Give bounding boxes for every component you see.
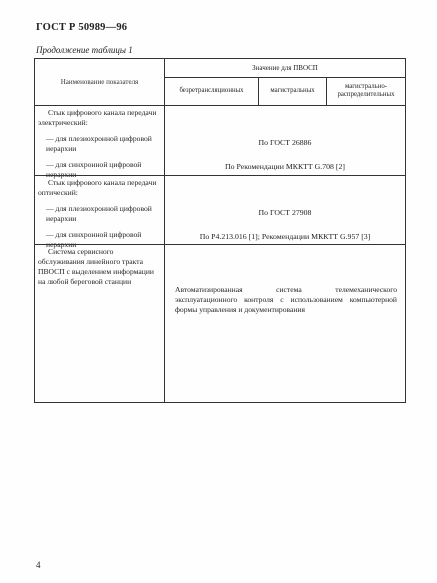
row-value: По Рекомендации МККТТ G.708 [2] [225, 162, 345, 171]
subheader-trunk-distribution [327, 77, 405, 105]
table-header-row [35, 59, 405, 105]
page-number: 4 [36, 560, 41, 570]
row-values [165, 245, 405, 402]
row-indicator [35, 176, 165, 249]
row-indicator-title: Стык цифрового канала передачи оптический: [38, 178, 157, 197]
header-value-title: Значение для ПВОСП [165, 59, 405, 78]
row-indicator-title: Стык цифрового канала передачи электрический: [38, 108, 157, 127]
row-indicator [35, 245, 165, 402]
subheader-no-relay: безретрансляционных [165, 77, 259, 105]
document-code: ГОСТ Р 50989—96 [36, 22, 128, 33]
row-indicator-item: — для синхронной цифровой иерархии [46, 160, 142, 179]
table-row [35, 244, 405, 402]
header-indicator [35, 59, 165, 105]
row-indicator-title: Система сервисного обслуживания линейного тракта ПВОСП с выделением информации на любой береговой станции [38, 247, 154, 286]
row-value: По Р4.213.016 [1]; Рекомендации МККТТ G.957 [3] [199, 232, 371, 241]
row-value: По ГОСТ 27908 [258, 208, 312, 217]
header-indicator-label: Наименование показателя [60, 77, 139, 86]
table-row [35, 175, 405, 249]
header-values [165, 59, 405, 105]
row-values [165, 106, 405, 175]
row-indicator-item: — для плезиохронной цифровой иерархии [46, 204, 152, 223]
row-indicator-item: — для плезиохронной цифровой иерархии [46, 134, 152, 153]
subheader-trunk-distribution-label: магистрально-распределительных [337, 83, 395, 98]
row-value: Автоматизированная система телемеханического эксплуатационного контроля с использованием компьютерной формы управления и документирования [175, 285, 397, 314]
table-caption: Продолжение таблицы 1 [36, 45, 133, 55]
row-values [165, 176, 405, 244]
row-value: По ГОСТ 26886 [258, 138, 312, 147]
row-indicator-item: — для синхронной цифровой иерархии [46, 230, 142, 249]
table-row [35, 105, 405, 179]
row-indicator [35, 106, 165, 179]
subheader-trunk: магистральных [259, 77, 327, 105]
spec-table [34, 58, 406, 403]
